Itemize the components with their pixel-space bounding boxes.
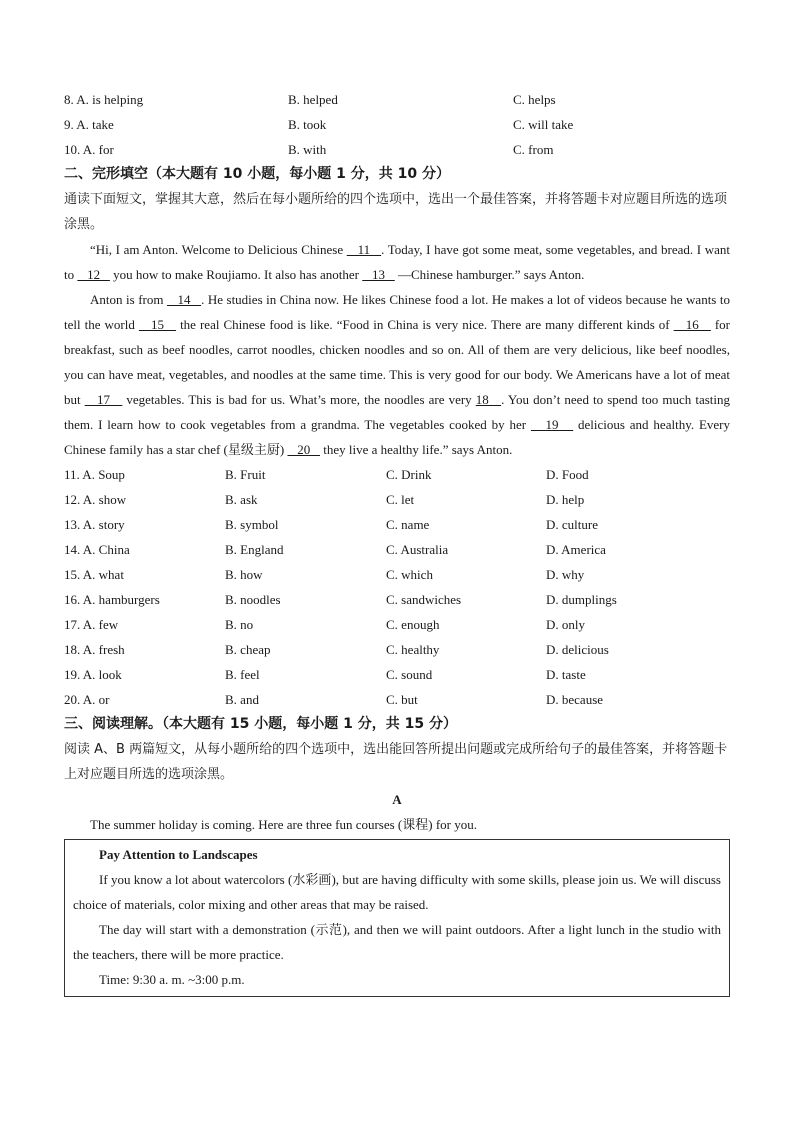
option-c: C. enough xyxy=(386,616,440,632)
option-d: D. why xyxy=(546,566,585,582)
option-d: D. help xyxy=(546,491,585,507)
text: vegetables. This is bad for us. What’s more, the noodles are very xyxy=(122,392,476,407)
cloze-paragraph-2 xyxy=(64,287,730,462)
option-b: B. and xyxy=(225,691,259,707)
course-title: Pay Attention to Landscapes xyxy=(99,847,258,862)
option-a: 15. A. what xyxy=(64,566,124,582)
section3-instruction: 阅读 A、B 两篇短文，从每小题所给的四个选项中，选出能回答所提出问题或完成所给句子的最佳答案，并将答题卡上对应题目所选的选项涂黑。 xyxy=(64,742,728,782)
option-c: C. Australia xyxy=(386,541,449,557)
option-a: 16. A. hamburgers xyxy=(64,591,160,607)
blank-20: 20 xyxy=(287,442,320,457)
cloze-paragraph-1 xyxy=(64,237,730,287)
option-a: 11. A. Soup xyxy=(64,466,125,482)
option-c: C. name xyxy=(386,516,430,532)
blank-17: 17 xyxy=(84,392,123,407)
option-a: 12. A. show xyxy=(64,491,127,507)
previous-options xyxy=(64,87,730,162)
text: Anton is from xyxy=(90,292,167,307)
option-d: D. taste xyxy=(546,666,586,682)
text: delicious and healthy. Every Chinese family has a star chef (星级主厨) xyxy=(64,417,731,457)
option-c: C. but xyxy=(386,691,418,707)
option-b: B. took xyxy=(288,116,327,132)
passage-label: A xyxy=(392,792,402,807)
option-b: B. with xyxy=(288,141,327,157)
option-d: D. because xyxy=(546,691,604,707)
option-d: D. culture xyxy=(546,516,598,532)
section2-heading: 二、完形填空（本大题有 10 小题，每小题 1 分，共 10 分） xyxy=(64,166,450,182)
option-b: B. helped xyxy=(288,91,338,107)
course-time: Time: 9:30 a. m. ~3:00 p.m. xyxy=(99,972,245,987)
text: they live a healthy life.” says Anton. xyxy=(319,442,513,457)
option-b: B. how xyxy=(225,566,263,582)
option-c: C. sandwiches xyxy=(386,591,462,607)
option-d: D. America xyxy=(546,541,606,557)
option-row xyxy=(64,87,730,112)
option-b: B. no xyxy=(225,616,254,632)
blank-15: 15 xyxy=(138,317,177,332)
option-b: B. ask xyxy=(225,491,258,507)
option-c: C. which xyxy=(386,566,433,582)
course-box xyxy=(64,839,730,997)
option-b: B. noodles xyxy=(225,591,281,607)
option-c: C. let xyxy=(386,491,415,507)
option-a: 19. A. look xyxy=(64,666,122,682)
blank-19: 19 xyxy=(530,417,574,432)
option-c: C. from xyxy=(513,141,554,157)
option-a: 10. A. for xyxy=(64,141,114,157)
option-a: 18. A. fresh xyxy=(64,641,125,657)
option-b: B. symbol xyxy=(225,516,279,532)
text: . Today, I have got some meat, some vegetables, and bread. I want to xyxy=(64,242,730,282)
option-c: C. sound xyxy=(386,666,433,682)
option-row xyxy=(64,512,730,537)
option-a: 20. A. or xyxy=(64,691,110,707)
text: —Chinese hamburger.” says Anton. xyxy=(394,267,585,282)
option-d: D. only xyxy=(546,616,585,632)
blank-14: 14 xyxy=(166,292,202,307)
option-row xyxy=(64,462,730,487)
course-paragraph-2: The day will start with a demonstration (示范), and then we will paint outdoors. After a light lunch in the studio with the teachers, there will be more practice. xyxy=(73,922,721,962)
option-c: C. will take xyxy=(513,116,574,132)
blank-13: 13 xyxy=(362,267,395,282)
option-a: 17. A. few xyxy=(64,616,119,632)
option-a: 8. A. is helping xyxy=(64,91,144,107)
option-c: C. Drink xyxy=(386,466,432,482)
option-d: D. Food xyxy=(546,466,589,482)
text: you how to make Roujiamo. It also has another xyxy=(109,267,363,282)
option-row xyxy=(64,487,730,512)
text: for breakfast, such as beef noodles, carrot noodles, chicken noodles and so on. All of them are very delicious, like beef noodles, you can have meat, vegetables, and noodles at the same time. This is very good for our body. We Americans have a lot of meat but xyxy=(64,317,731,407)
option-a: 13. A. story xyxy=(64,516,125,532)
text: . You don’t need to spend too much tasting them. I learn how to cook vegetables from a grandma. The vegetables cooked by her xyxy=(64,392,731,432)
cloze-options xyxy=(64,462,730,712)
text: “Hi, I am Anton. Welcome to Delicious Chinese xyxy=(90,242,347,257)
passage-intro: The summer holiday is coming. Here are three fun courses (课程) for you. xyxy=(90,817,477,832)
option-b: B. feel xyxy=(225,666,260,682)
option-row xyxy=(64,562,730,587)
option-row xyxy=(64,537,730,562)
option-row xyxy=(64,137,730,162)
section3-heading: 三、阅读理解。（本大题有 15 小题，每小题 1 分，共 15 分） xyxy=(64,716,457,732)
option-a: 9. A. take xyxy=(64,116,114,132)
option-row xyxy=(64,687,730,712)
option-b: B. cheap xyxy=(225,641,271,657)
option-row xyxy=(64,637,730,662)
blank-12: 12 xyxy=(77,267,110,282)
option-d: D. dumplings xyxy=(546,591,617,607)
text: the real Chinese food is like. “Food in China is very nice. There are many different kinds of xyxy=(176,317,674,332)
option-row xyxy=(64,612,730,637)
option-c: C. healthy xyxy=(386,641,440,657)
option-a: 14. A. China xyxy=(64,541,130,557)
blank-11: 11 xyxy=(346,242,382,257)
option-row xyxy=(64,587,730,612)
option-c: C. helps xyxy=(513,91,556,107)
option-row xyxy=(64,662,730,687)
option-b: B. England xyxy=(225,541,284,557)
exam-page xyxy=(64,87,730,997)
blank-18: 18 xyxy=(475,392,502,407)
option-row xyxy=(64,112,730,137)
option-d: D. delicious xyxy=(546,641,609,657)
option-b: B. Fruit xyxy=(225,466,266,482)
course-paragraph-1: If you know a lot about watercolors (水彩画), but are having difficulty with some skills, please join us. We will discuss choice of materials, color mixing and other areas that may be raised. xyxy=(73,872,721,912)
text: . He studies in China now. He likes Chinese food a lot. He makes a lot of videos because he wants to tell the world xyxy=(64,292,730,332)
section2-instruction: 通读下面短文，掌握其大意，然后在每小题所给的四个选项中，选出一个最佳答案，并将答题卡对应题目所选的选项涂黑。 xyxy=(64,192,728,232)
blank-16: 16 xyxy=(673,317,711,332)
